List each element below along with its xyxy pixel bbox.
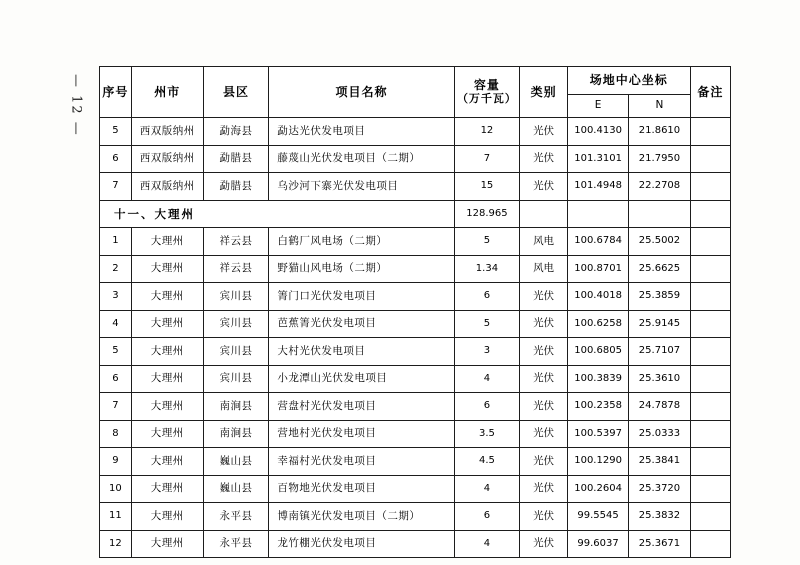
cell-latitude: 21.7950: [629, 145, 690, 173]
cell-latitude: 25.3720: [629, 475, 690, 503]
cell-note: [690, 118, 730, 146]
table-row: [100, 365, 731, 393]
table-row: [100, 503, 731, 531]
cell-type: 光伏: [520, 365, 568, 393]
table-row: [100, 448, 731, 476]
cell-capacity: 5: [454, 310, 520, 338]
cell-city: 大理州: [131, 448, 203, 476]
cell-county: 宾川县: [203, 310, 269, 338]
cell-city: 大理州: [131, 530, 203, 558]
cell-latitude: 21.8610: [629, 118, 690, 146]
cell-county: 永平县: [203, 530, 269, 558]
cell-county: 宾川县: [203, 338, 269, 366]
cell-seq: 4: [100, 310, 132, 338]
section-capacity: 128.965: [454, 200, 520, 228]
capacity-label: 容量: [473, 77, 500, 92]
cell-county: 祥云县: [203, 255, 269, 283]
column-header-city: 州市: [131, 67, 203, 118]
cell-seq: 7: [100, 173, 132, 201]
cell-capacity: 4.5: [454, 448, 520, 476]
cell-capacity: 3: [454, 338, 520, 366]
cell-note: [690, 448, 730, 476]
cell-capacity: 6: [454, 503, 520, 531]
cell-longitude: 101.3101: [567, 145, 628, 173]
cell-type: 光伏: [520, 475, 568, 503]
cell-capacity: 12: [454, 118, 520, 146]
cell-seq: 10: [100, 475, 132, 503]
cell-city: 大理州: [131, 365, 203, 393]
cell-project: 芭蕉箐光伏发电项目: [269, 310, 454, 338]
cell-project: 龙竹棚光伏发电项目: [269, 530, 454, 558]
column-header-county: 县区: [203, 67, 269, 118]
cell-type: 光伏: [520, 393, 568, 421]
cell-type: 光伏: [520, 420, 568, 448]
cell-note: [690, 475, 730, 503]
cell-county: 永平县: [203, 503, 269, 531]
cell-city: 大理州: [131, 310, 203, 338]
cell-latitude: 25.0333: [629, 420, 690, 448]
cell-city: 大理州: [131, 255, 203, 283]
cell-capacity: 15: [454, 173, 520, 201]
cell-type: 风电: [520, 228, 568, 256]
table-section-row: [100, 200, 731, 228]
cell-county: 勐腊县: [203, 145, 269, 173]
column-header-coordinates: 场地中心坐标: [567, 67, 690, 95]
cell-note: [690, 255, 730, 283]
cell-project: 野猫山风电场（二期）: [269, 255, 454, 283]
section-longitude: [567, 200, 628, 228]
cell-type: 光伏: [520, 448, 568, 476]
table-row: [100, 475, 731, 503]
column-header-latitude: N: [629, 95, 690, 118]
column-header-project: 项目名称: [269, 67, 454, 118]
cell-type: 光伏: [520, 338, 568, 366]
cell-latitude: 22.2708: [629, 173, 690, 201]
cell-project: 箐门口光伏发电项目: [269, 283, 454, 311]
cell-type: 光伏: [520, 118, 568, 146]
cell-capacity: 3.5: [454, 420, 520, 448]
cell-longitude: 100.6784: [567, 228, 628, 256]
cell-capacity: 7: [454, 145, 520, 173]
cell-seq: 6: [100, 365, 132, 393]
table-row: [100, 173, 731, 201]
cell-seq: 11: [100, 503, 132, 531]
cell-note: [690, 173, 730, 201]
cell-note: [690, 145, 730, 173]
cell-county: 祥云县: [203, 228, 269, 256]
cell-city: 大理州: [131, 338, 203, 366]
cell-latitude: 25.3671: [629, 530, 690, 558]
section-type: [520, 200, 568, 228]
cell-county: 南涧县: [203, 420, 269, 448]
cell-longitude: 101.4948: [567, 173, 628, 201]
cell-capacity: 1.34: [454, 255, 520, 283]
cell-seq: 2: [100, 255, 132, 283]
cell-seq: 6: [100, 145, 132, 173]
section-title: 十一、大理州: [100, 200, 455, 228]
column-header-capacity: [454, 67, 520, 118]
cell-county: 勐海县: [203, 118, 269, 146]
cell-county: 宾川县: [203, 283, 269, 311]
cell-capacity: 6: [454, 393, 520, 421]
cell-latitude: 25.6625: [629, 255, 690, 283]
cell-project: 乌沙河下寨光伏发电项目: [269, 173, 454, 201]
cell-longitude: 100.6805: [567, 338, 628, 366]
column-header-note: 备注: [690, 67, 730, 118]
table-row: [100, 118, 731, 146]
table-body: [100, 118, 731, 558]
cell-longitude: 100.5397: [567, 420, 628, 448]
cell-longitude: 99.5545: [567, 503, 628, 531]
cell-project: 博南镇光伏发电项目（二期）: [269, 503, 454, 531]
cell-longitude: 100.8701: [567, 255, 628, 283]
cell-longitude: 100.3839: [567, 365, 628, 393]
table-row: [100, 310, 731, 338]
cell-note: [690, 283, 730, 311]
cell-project: 营盘村光伏发电项目: [269, 393, 454, 421]
table-header: [100, 67, 731, 118]
cell-seq: 8: [100, 420, 132, 448]
cell-longitude: 100.2604: [567, 475, 628, 503]
cell-project: 勐达光伏发电项目: [269, 118, 454, 146]
cell-latitude: 25.5002: [629, 228, 690, 256]
cell-type: 光伏: [520, 310, 568, 338]
page-number-text: — 12 —: [68, 73, 84, 137]
cell-project: 营地村光伏发电项目: [269, 420, 454, 448]
cell-latitude: 25.3610: [629, 365, 690, 393]
cell-longitude: 100.2358: [567, 393, 628, 421]
cell-note: [690, 503, 730, 531]
cell-latitude: 25.3859: [629, 283, 690, 311]
capacity-unit: （万千瓦）: [456, 91, 517, 105]
cell-seq: 3: [100, 283, 132, 311]
cell-capacity: 4: [454, 365, 520, 393]
cell-city: 大理州: [131, 283, 203, 311]
cell-note: [690, 420, 730, 448]
cell-city: 西双版纳州: [131, 145, 203, 173]
cell-seq: 12: [100, 530, 132, 558]
column-header-seq: 序号: [100, 67, 132, 118]
cell-type: 光伏: [520, 530, 568, 558]
cell-city: 大理州: [131, 503, 203, 531]
cell-note: [690, 310, 730, 338]
cell-type: 风电: [520, 255, 568, 283]
table-row: [100, 530, 731, 558]
cell-latitude: 25.9145: [629, 310, 690, 338]
cell-latitude: 25.7107: [629, 338, 690, 366]
cell-city: 大理州: [131, 393, 203, 421]
section-note: [690, 200, 730, 228]
table-row: [100, 393, 731, 421]
cell-seq: 5: [100, 338, 132, 366]
cell-longitude: 99.6037: [567, 530, 628, 558]
cell-longitude: 100.4018: [567, 283, 628, 311]
cell-latitude: 25.3841: [629, 448, 690, 476]
cell-project: 白鹤厂风电场（二期）: [269, 228, 454, 256]
table-row: [100, 420, 731, 448]
cell-capacity: 4: [454, 530, 520, 558]
cell-seq: 1: [100, 228, 132, 256]
cell-capacity: 5: [454, 228, 520, 256]
cell-seq: 5: [100, 118, 132, 146]
cell-capacity: 6: [454, 283, 520, 311]
cell-type: 光伏: [520, 173, 568, 201]
project-list-table: [99, 66, 731, 558]
cell-note: [690, 365, 730, 393]
cell-longitude: 100.6258: [567, 310, 628, 338]
cell-city: 大理州: [131, 475, 203, 503]
cell-longitude: 100.1290: [567, 448, 628, 476]
table-row: [100, 228, 731, 256]
table-row: [100, 255, 731, 283]
cell-latitude: 25.3832: [629, 503, 690, 531]
table-row: [100, 283, 731, 311]
cell-note: [690, 530, 730, 558]
cell-longitude: 100.4130: [567, 118, 628, 146]
cell-capacity: 4: [454, 475, 520, 503]
column-header-type: 类别: [520, 67, 568, 118]
cell-seq: 7: [100, 393, 132, 421]
table-row: [100, 338, 731, 366]
cell-project: 大村光伏发电项目: [269, 338, 454, 366]
cell-note: [690, 338, 730, 366]
column-header-longitude: E: [567, 95, 628, 118]
cell-county: 勐腊县: [203, 173, 269, 201]
cell-county: 巍山县: [203, 475, 269, 503]
cell-project: 藤蔑山光伏发电项目（二期）: [269, 145, 454, 173]
section-latitude: [629, 200, 690, 228]
cell-project: 幸福村光伏发电项目: [269, 448, 454, 476]
cell-city: 大理州: [131, 420, 203, 448]
table-row: [100, 145, 731, 173]
cell-type: 光伏: [520, 283, 568, 311]
cell-project: 小龙潭山光伏发电项目: [269, 365, 454, 393]
cell-seq: 9: [100, 448, 132, 476]
cell-city: 西双版纳州: [131, 173, 203, 201]
cell-project: 百物地光伏发电项目: [269, 475, 454, 503]
cell-county: 南涧县: [203, 393, 269, 421]
cell-county: 宾川县: [203, 365, 269, 393]
cell-city: 大理州: [131, 228, 203, 256]
cell-latitude: 24.7878: [629, 393, 690, 421]
cell-city: 西双版纳州: [131, 118, 203, 146]
cell-county: 巍山县: [203, 448, 269, 476]
page-number-marker: [56, 70, 96, 140]
cell-type: 光伏: [520, 145, 568, 173]
cell-note: [690, 393, 730, 421]
cell-note: [690, 228, 730, 256]
cell-type: 光伏: [520, 503, 568, 531]
